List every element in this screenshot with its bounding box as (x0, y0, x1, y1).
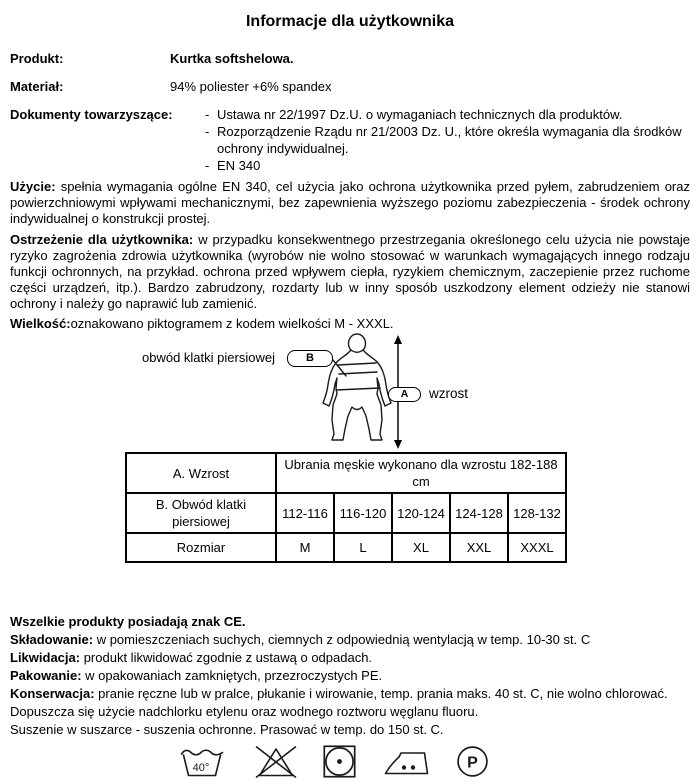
usage-paragraph (10, 179, 690, 227)
documents-row (10, 106, 690, 174)
iron-two-dots-icon (384, 748, 429, 776)
maintenance-label: Konserwacja: (10, 686, 95, 701)
material-row (10, 78, 690, 95)
disposal-line (10, 649, 690, 667)
height-code-badge: A (388, 387, 421, 402)
packaging-label: Pakowanie: (10, 668, 82, 683)
size-cell: XXXL (508, 533, 566, 562)
maintenance-line (10, 685, 690, 703)
size-header-cell: Rozmiar (126, 533, 276, 562)
document-item-text: EN 340 (217, 158, 261, 173)
solvent-text: Dopuszcza się użycie nadchlorku etylenu oraz wodnego roztworu węglanu fluoru. (10, 704, 479, 719)
drying-text: Suszenie w suszarce - suszenia ochronne. Prasować w temp. do 150 st. C. (10, 722, 444, 737)
document-item-text: Rozporządzenie Rządu nr 21/2003 Dz. U., które określa wymagania dla środków ochrony indywidualnej. (217, 124, 682, 156)
size-note-text: oznakowano piktogramem z kodem wielkości M - XXXL. (70, 316, 394, 331)
arrow-up-head (394, 335, 402, 344)
bullet-dash: - (205, 124, 210, 139)
professional-dry-clean-icon (456, 745, 489, 778)
storage-text: w pomieszczeniach suchych, ciemnych z odpowiednią wentylacją w temp. 10-30 st. C (96, 632, 591, 647)
packaging-text: w opakowaniach zamkniętych, przezroczystych PE. (85, 668, 383, 683)
tumble-dry-icon (323, 745, 356, 778)
do-not-bleach-icon (253, 744, 299, 780)
list-item (205, 123, 687, 157)
arrow-down-head (394, 440, 402, 449)
documents-list (205, 106, 687, 174)
usage-text: spełnia wymagania ogólne EN 340, cel użycia jako ochrona użytkownika przed pyłem, zabrudzeniem oraz powierzchniowymi wpływami mechanicznymi, bez zapewnienia wyższego poziomu zabezpieczenia - środek ochrony indywidualnej o konstrukcji prostej. (10, 179, 690, 226)
solvent-line (10, 703, 690, 721)
svg-text:40°: 40° (192, 762, 210, 774)
chest-measure-label: obwód klatki piersiowej (142, 350, 275, 365)
chest-code-badge: B (287, 350, 333, 367)
packaging-line (10, 667, 690, 685)
product-value: Kurtka softshelowa. (170, 51, 294, 66)
warning-text: w przypadku konsekwentnego przestrzegania określonego celu użycia nie powstaje ryzyko zagrożenia zdrowia użytkownika (wyrobów nie wolno stosować w warunkach wymagających innego rodzaju funkcji ochronnych, na przykład. ochrona przed wpływem ciepła, ryzykiem chemicznym, zaczepienie przez ruchome części urządzeń, itp.). Bardzo zabrudzony, rozdarty lub w inny sposób uszkodzony element odzieży nie stanowi ochrony i należy go naprawić lub zamienić. (10, 232, 691, 311)
table-row (126, 533, 566, 562)
chest-range-cell: 120-124 (392, 493, 450, 533)
chest-range-cell: 112-116 (276, 493, 334, 533)
disposal-label: Likwidacja: (10, 650, 81, 665)
bullet-dash: - (205, 107, 210, 122)
chest-range-cell: 124-128 (450, 493, 508, 533)
size-pictogram-figure (10, 334, 690, 452)
documents-label: Dokumenty towarzyszące: (10, 107, 173, 122)
size-note-label: Wielkość: (10, 316, 71, 331)
chest-range-cell: 116-120 (334, 493, 392, 533)
size-note (10, 315, 690, 332)
size-table (125, 452, 567, 563)
warning-paragraph (10, 232, 690, 312)
storage-label: Składowanie: (10, 632, 94, 647)
size-cell: M (276, 533, 334, 562)
drying-line (10, 721, 690, 739)
svg-text:P: P (467, 754, 478, 772)
document-item-text: Ustawa nr 22/1997 Dz.U. o wymaganiach technicznych dla produktów. (217, 107, 623, 122)
disposal-text: produkt likwidować zgodnie z ustawą o odpadach. (83, 650, 373, 665)
wash-40-icon (180, 747, 224, 778)
table-row (126, 453, 566, 493)
size-cell: L (334, 533, 392, 562)
warning-label: Ostrzeżenie dla użytkownika: (10, 232, 194, 247)
page-title: Informacje dla użytkownika (245, 13, 455, 30)
chest-header-cell: B. Obwód klatki piersiowej (126, 493, 276, 533)
product-row (10, 50, 690, 67)
care-instructions (10, 613, 690, 739)
chest-range-cell: 128-132 (508, 493, 566, 533)
maintenance-text: pranie ręczne lub w pralce, płukanie i wirowanie, temp. prania maks. 40 st. C, nie wolno chlorować. (98, 686, 668, 701)
list-item (205, 106, 687, 123)
height-header-cell: A. Wzrost (126, 453, 276, 493)
usage-label: Użycie: (10, 179, 56, 194)
height-value-cell: Ubrania męskie wykonano dla wzrostu 182-188 cm (276, 453, 566, 493)
bullet-dash: - (205, 158, 210, 173)
size-cell: XL (392, 533, 450, 562)
size-cell: XXL (450, 533, 508, 562)
product-label: Produkt: (10, 51, 64, 66)
ce-note: Wszelkie produkty posiadają znak CE. (10, 614, 246, 629)
material-value: 94% poliester +6% spandex (170, 79, 332, 94)
care-symbols-row (10, 744, 690, 782)
storage-line (10, 631, 690, 649)
height-measure-label: wzrost (429, 386, 469, 401)
table-row (126, 493, 566, 533)
list-item (205, 157, 687, 174)
material-label: Materiał: (10, 79, 64, 94)
